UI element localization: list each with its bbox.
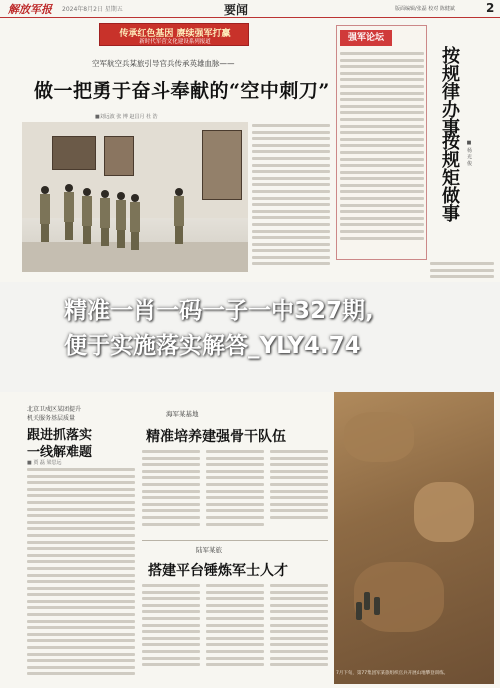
newspaper-logo: 解放军报 <box>8 3 52 16</box>
middle-story1-body <box>142 450 328 536</box>
soldier-figure <box>40 186 50 242</box>
middle-story2-headline: 搭建平台锤炼军士人才 <box>148 563 288 579</box>
climber-figure <box>374 597 380 615</box>
feature-title-line2: 按规矩做事 <box>439 132 460 222</box>
middle-story1-kicker: 海军某基地 <box>166 410 199 418</box>
soldier-figure <box>100 190 110 246</box>
series-banner-title: 传承红色基因 赓续强军打赢 <box>119 29 231 39</box>
series-banner <box>99 23 249 46</box>
feature-body-tail <box>430 262 494 282</box>
photo-exhibit-board <box>104 136 134 176</box>
soldier-figure <box>64 184 74 240</box>
overlay-text-line1: 精准一肖一码一子一中327期, <box>64 298 374 324</box>
left-story-headline-line2: 一线解难题 <box>27 445 93 460</box>
photo-exhibit-board <box>202 130 242 200</box>
middle-story2-kicker: 陆军某旅 <box>196 546 222 554</box>
editor-meta: 版面编辑/张磊 校对 陈健斌 <box>395 6 455 12</box>
issue-date: 2024年8月2日 星期五 <box>62 6 123 13</box>
photo-rock <box>414 482 474 542</box>
left-story-headline-line1: 跟进抓落实 <box>27 428 93 443</box>
feature-tag: 强军论坛 <box>340 30 392 46</box>
top-story-body-column <box>252 124 330 274</box>
section-divider <box>142 540 328 541</box>
middle-story2-body <box>142 584 328 684</box>
left-story-byline: ■ 贾 磊 梁思远 <box>27 460 62 466</box>
middle-story1-headline: 精准培养建强骨干队伍 <box>146 429 286 445</box>
feature-byline: ■ 杨 光 俊 <box>466 140 472 166</box>
climber-figure <box>364 592 370 610</box>
photo-exhibit-board <box>52 136 96 170</box>
top-story-photo <box>22 122 248 272</box>
left-story-kicker-line2: 机关服务基层质量 <box>27 415 76 422</box>
soldier-figure <box>82 188 92 244</box>
top-story-byline: ■刘远波 张 博 赵昌月 杜 浩 <box>95 114 158 120</box>
climber-figure <box>356 602 362 620</box>
soldier-figure <box>130 194 140 250</box>
feature-title-line1: 按规律办事 <box>439 46 460 136</box>
masthead <box>0 0 500 18</box>
soldier-figure <box>174 188 184 244</box>
feature-body-column <box>340 52 424 256</box>
page-number: 2 <box>486 1 495 15</box>
top-story-headline: 做一把勇于奋斗奉献的“空中刺刀” <box>34 80 330 102</box>
left-story-body-column <box>27 468 135 683</box>
climbing-training-photo <box>334 392 494 684</box>
left-story-kicker-line1: 北京卫戍区某团提升 <box>27 406 82 413</box>
top-story-kicker: 空军航空兵某旅引导官兵传承英雄血脉—— <box>92 59 235 68</box>
photo-rock <box>344 412 414 462</box>
photo-caption: 7月下旬，第77集团军某旅组织官兵开展山地攀登训练。 <box>336 671 449 676</box>
section-title: 要闻 <box>224 3 249 17</box>
overlay-text-line2: 便于实施落实解答_YLY4.74 <box>64 333 361 359</box>
series-banner-subtitle: 新时代军营文化建设系列报道 <box>139 39 211 45</box>
soldier-figure <box>116 192 126 248</box>
